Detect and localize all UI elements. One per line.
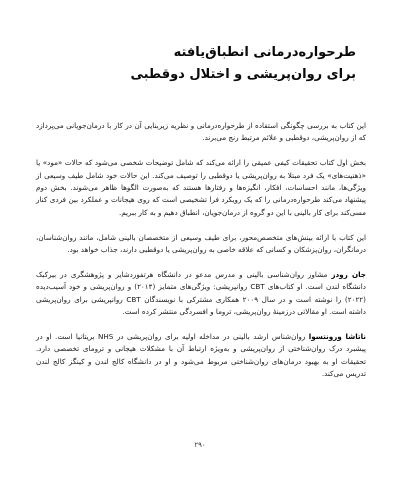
bio-name-1: جان رودز	[331, 269, 366, 279]
bio-name-2: ناتاشا ورونتسوا	[308, 331, 367, 341]
paragraph-structure: بخش اول کتاب تحقیقات کیفی عمیقی را ارائه می‌کند که شامل توضیحات شخصی می‌شود که حالات «مود» یا «ذهنیت‌های» یک فرد مبتلا به روان‌پریشی یا دوقطبی را توصیف می‌کند. این حالات خود شامل طیف وسیعی از ویژگی‌ها، مانند احساسات، افکار، انگیزه‌ها و رفتارها هستند که به‌صورت الگوها ظاهر می‌شوند. بخش دوم پیشنهاد می‌کند طرحواره‌درمانی را که یک رویکرد فرا تشخیصی است که روی هیجانات و عملکرد بین فردی کنار مسی‌کند برای کار بالینی با این دو گروه از درمان‌جویان، انطباق دهیم و به کار ببریم.	[36, 158, 366, 217]
paragraph-intro: این کتاب به بررسی چگونگی استفاده از طرحواره‌درمانی و نظریه زیربنایی آن در کار با درمان‌جویانی می‌پردازد که از روان‌پریشی، دوقطبی و علائم مرتبط رنج می‌برند.	[36, 121, 366, 143]
title-line-1: طرحواره‌درمانی انطباق‌یافته	[173, 45, 356, 60]
bio-text-2: روان‌شناس ارشد بالینی در مداخله اولیه برای روان‌پریشی در NHS بریتانیا است. او در پیشبرد درک روان‌شناختی از روان‌پریشی و به‌ویژه ارتباط آن با مشکلات هیجانی و ترومای تخصصی دارد. تحقیقات او به بهبود درمان‌های روان‌شناختی مربوط می‌شود و او در دانشگاه کالج لندن و کینگز کالج لندن تدریس می‌کند.	[36, 331, 366, 379]
bio-paragraph-2	[36, 331, 366, 381]
title-line-2: برای روان‌پریشی و اختلال دوقطبی	[130, 67, 356, 82]
paragraph-audience: این کتاب با ارائه بینش‌های متخصص‌محور، برای طیف وسیعی از متخصصان بالینی شامل، مانند روان‌شناسان، درمانگران، روان‌پزشکان و کسانی که علاقه خاصی به روان‌پریشی یا دوقطبی دارند، جذاب خواهد بود.	[36, 232, 366, 255]
body-text	[36, 120, 366, 393]
bio-text-1: مشاور روان‌شناسی بالینی و مدرس مدعو در دانشگاه هرتفوردشایر و پژوهشگری در بیرکبک دانشگاه لندن است. او کتاب‌های CBT روانپریشی: ویژگی‌های متمایز (۲۰۱۴) و روان‌پریشی و خود آسیب‌دیده (۲۰۲۲) را نوشته است و در سال ۲۰۰۹ همکاری مشترکی با نویسندگان CBT روانپریشی برای روان‌پریشی داشته است. او مقالاتی درزمینهٔ روان‌پریشی، تروما و افسردگی منتشر کرده است.	[36, 269, 366, 317]
bio-paragraph-1	[36, 269, 366, 319]
page-title	[56, 42, 356, 86]
page-number: ۲۹۰	[194, 441, 206, 449]
